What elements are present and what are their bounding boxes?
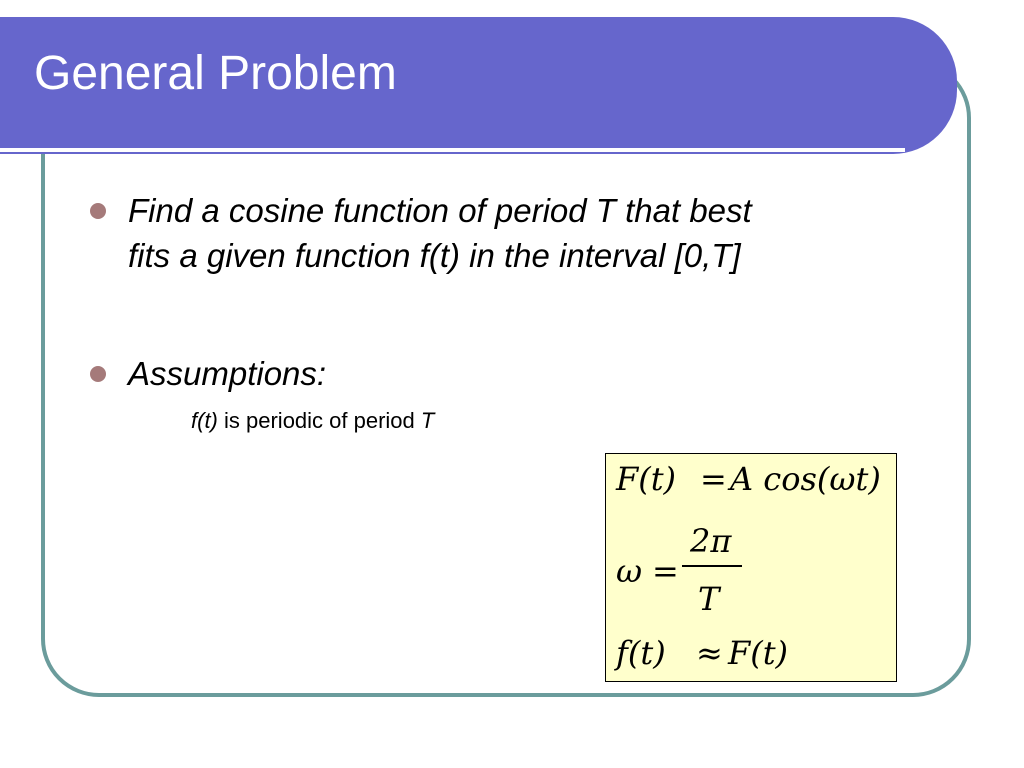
- sub-item-period: T: [420, 408, 435, 433]
- bullet-1-line-1: Find a cosine function of period T that best: [128, 192, 752, 229]
- bullet-dot-icon: [90, 366, 106, 382]
- formula-svg: [606, 454, 896, 681]
- sub-item-function: f(t): [191, 408, 218, 433]
- bullet-2-line-1: Assumptions:: [128, 355, 327, 392]
- eq2-numerator: 2π: [690, 522, 732, 560]
- bullet-1: [90, 203, 110, 223]
- slide-title: General Problem: [34, 47, 397, 100]
- title-underline: [0, 148, 905, 152]
- sub-item-text: is periodic of period: [217, 408, 421, 433]
- eq3-approx: ≈: [696, 634, 723, 672]
- eq3-lhs: f(t): [616, 634, 666, 672]
- formula-box: [605, 453, 897, 682]
- eq1-rhs: A cos(ωt): [730, 460, 881, 498]
- sub-item: [191, 406, 434, 436]
- bullet-2: [90, 366, 110, 386]
- eq1-equals: =: [700, 460, 727, 498]
- bullet-dot-icon: [90, 203, 106, 219]
- bullet-1-line-2: fits a given function f(t) in the interval [0,T]: [128, 237, 741, 274]
- eq1-lhs: F(t): [616, 460, 677, 498]
- eq2-lhs: ω: [616, 552, 643, 590]
- eq2-denominator: T: [698, 580, 720, 618]
- eq2-equals: =: [652, 552, 679, 590]
- bullet-2-text: [128, 351, 326, 396]
- bullet-1-text: [128, 188, 752, 278]
- eq3-rhs: F(t): [728, 634, 789, 672]
